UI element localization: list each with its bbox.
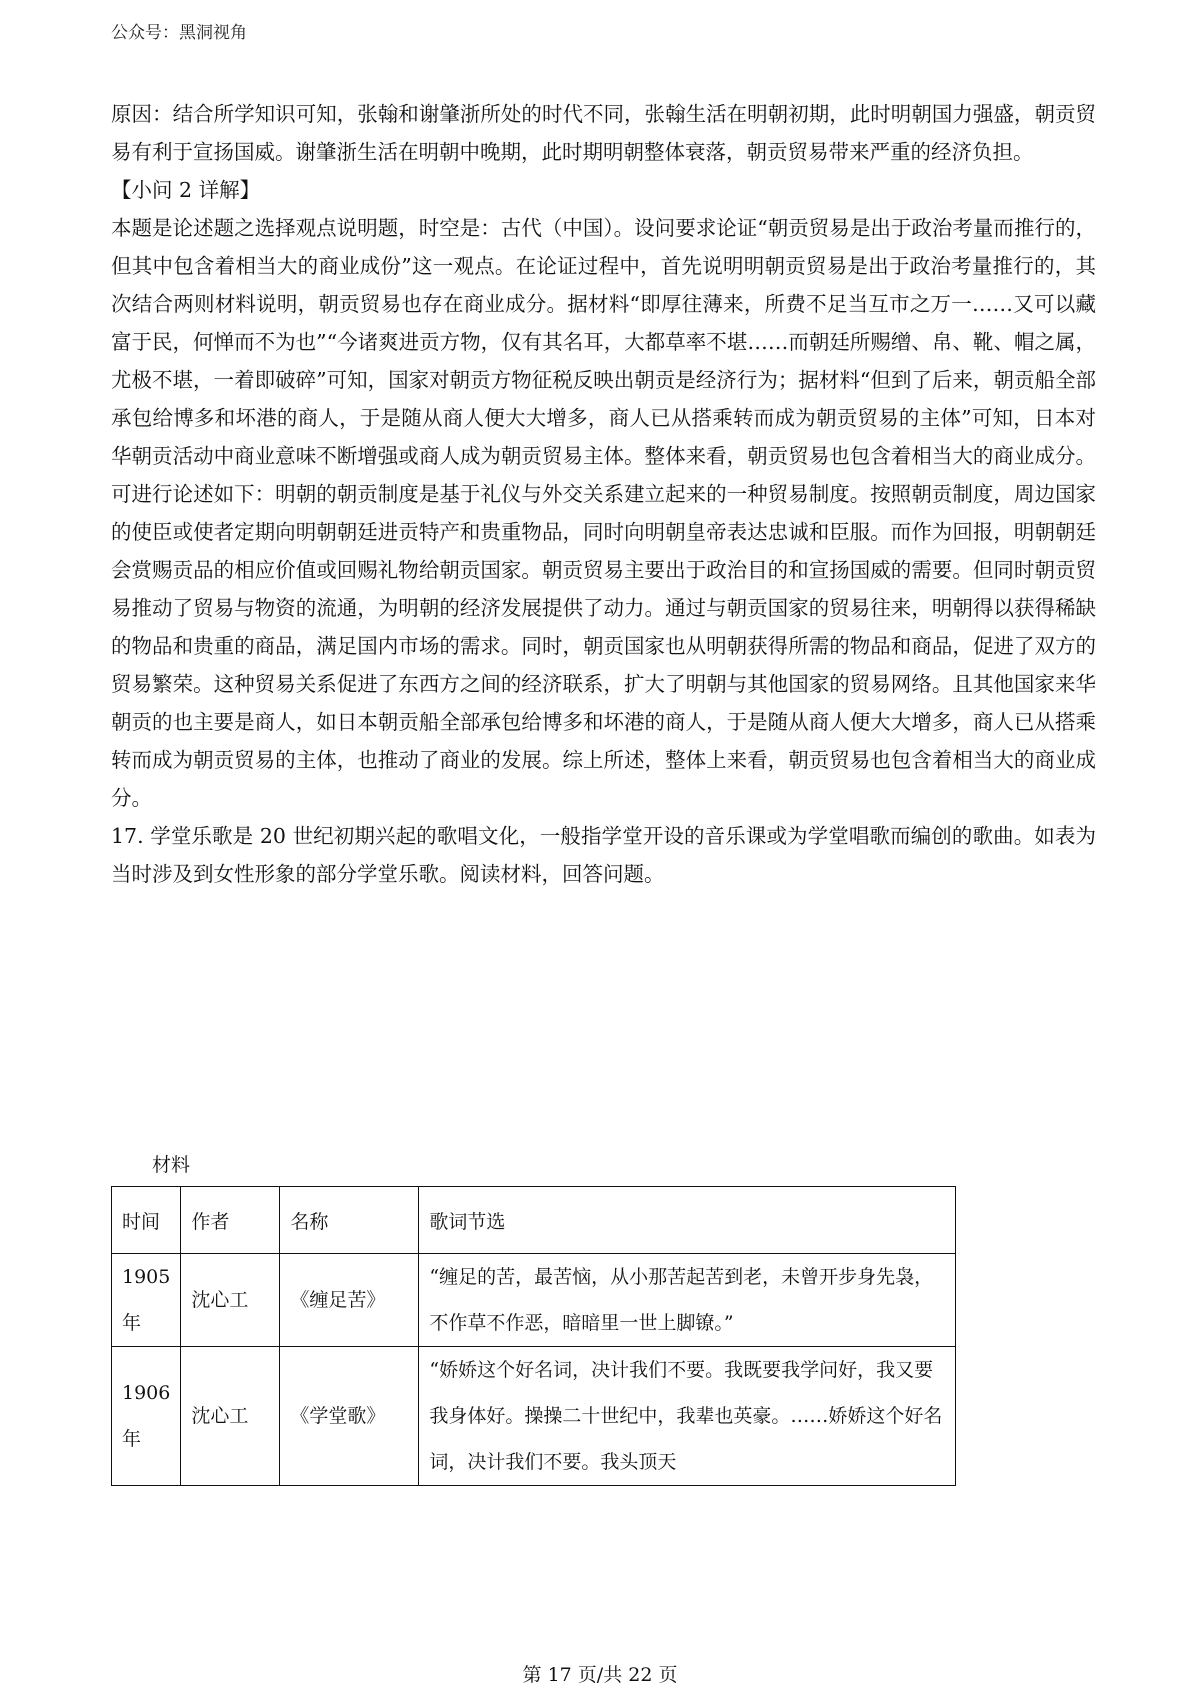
table-row — [112, 1254, 956, 1347]
header-author: 作者 — [181, 1187, 280, 1254]
cell-lyrics: “缠足的苦，最苦恼，从小那苦起苦到老，未曾开步身先袅，不作草不作恶，暗暗里一世上脚镣。” — [419, 1254, 956, 1347]
page-footer: 第 17 页/共 22 页 — [522, 1664, 678, 1686]
section-title-q2: 【小问 2 详解】 — [111, 178, 261, 202]
table-row — [112, 1347, 956, 1486]
cell-lyrics: “娇娇这个好名词，决计我们不要。我既要我学问好，我又要我身体好。操操二十世纪中，我辈也英豪。……娇娇这个好名词，决计我们不要。我头顶天 — [419, 1347, 956, 1486]
header-name: 名称 — [280, 1187, 419, 1254]
paragraph-q2-answer: 本题是论述题之选择观点说明题，时空是：古代（中国）。设问要求论证“朝贡贸易是出于政治考量而推行的，但其中包含着相当大的商业成份”这一观点。在论证过程中，首先说明明朝贡贸易是出于政治考量推行的，其次结合两则材料说明，朝贡贸易也存在商业成分。据材料“即厚往薄来，所费不足当互市之万一……又可以藏富于民，何惮而不为也”“今诸爽进贡方物，仅有其名耳，大都草率不堪……而朝廷所赐缯、帛、靴、帽之属，尤极不堪，一着即破碎”可知，国家对朝贡方物征税反映出朝贡是经济行为；据材料“但到了后来，朝贡船全部承包给博多和坏港的商人，于是随从商人便大大增多，商人已从搭乘转而成为朝贡贸易的主体”可知，日本对华朝贡活动中商业意味不断增强或商人成为朝贡贸易主体。整体来看，朝贡贸易也包含着相当大的商业成分。可进行论述如下：明朝的朝贡制度是基于礼仪与外交关系建立起来的一种贸易制度。按照朝贡制度，周边国家的使臣或使者定期向明朝朝廷进贡特产和贵重物品，同时向明朝皇帝表达忠诚和臣服。而作为回报，明朝朝廷会赏赐贡品的相应价值或回赐礼物给朝贡国家。朝贡贸易主要出于政治目的和宣扬国威的需要。但同时朝贡贸易推动了贸易与物资的流通，为明朝的经济发展提供了动力。通过与朝贡国家的贸易往来，明朝得以获得稀缺的物品和贵重的商品，满足国内市场的需求。同时，朝贡国家也从明朝获得所需的物品和商品，促进了双方的贸易繁荣。这种贸易关系促进了东西方之间的经济联系，扩大了明朝与其他国家的贸易网络。且其他国家来华朝贡的也主要是商人，如日本朝贡船全部承包给博多和坏港的商人，于是随从商人便大大增多，商人已从搭乘转而成为朝贡贸易的主体，也推动了商业的发展。综上所述，整体上来看，朝贡贸易也包含着相当大的商业成分。 — [111, 216, 1096, 810]
document-body — [111, 95, 1096, 893]
cell-name: 《缠足苦》 — [280, 1254, 419, 1347]
cell-author: 沈心工 — [181, 1347, 280, 1486]
paragraph-reason: 原因：结合所学知识可知，张翰和谢肇浙所处的时代不同，张翰生活在明朝初期，此时明朝国力强盛，朝贡贸易有利于宣扬国威。谢肇浙生活在明朝中晚期，此时期明朝整体衰落，朝贡贸易带来严重的经济负担。 — [111, 102, 1096, 164]
header-time: 时间 — [112, 1187, 181, 1254]
cell-time: 1905 年 — [112, 1254, 181, 1347]
page-header: 公众号：黑洞视角 — [111, 23, 247, 43]
question-17: 17. 学堂乐歌是 20 世纪初期兴起的歌唱文化，一般指学堂开设的音乐课或为学堂唱歌而编创的歌曲。如表为当时涉及到女性形象的部分学堂乐歌。阅读材料，回答问题。 — [111, 824, 1096, 886]
table-header-row — [112, 1187, 956, 1254]
cell-author: 沈心工 — [181, 1254, 280, 1347]
header-lyrics: 歌词节选 — [419, 1187, 956, 1254]
material-table — [111, 1186, 956, 1486]
cell-time: 1906 年 — [112, 1347, 181, 1486]
cell-name: 《学堂歌》 — [280, 1347, 419, 1486]
material-caption: 材料 — [152, 1154, 191, 1176]
